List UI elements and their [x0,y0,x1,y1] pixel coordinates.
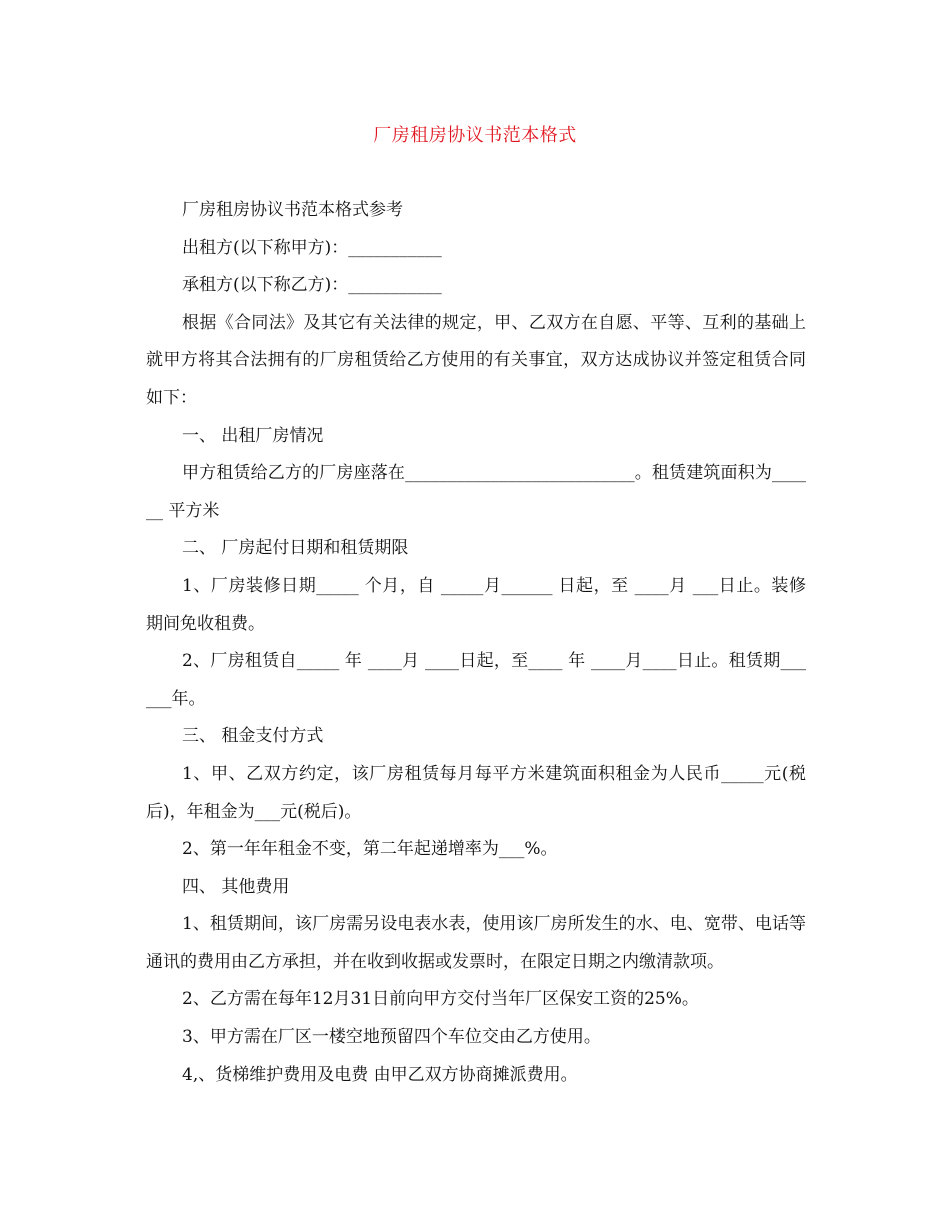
section-4-item-4: 4,、货梯维护费用及电费 由甲乙双方协商摊派费用。 [182,1064,578,1085]
section-4-item-3: 3、甲方需在厂区一楼空地预留四个车位交由乙方使用。 [182,1027,601,1048]
lessor-line: 出租方(以下称甲方)：___________ [182,237,442,258]
section-heading-1: 一、 出租厂房情况 [182,425,324,446]
subtitle-paragraph: 厂房租房协议书范本格式参考 [182,200,403,220]
section-1-paragraph: 甲方租赁给乙方的厂房座落在___________________________。租赁建筑面积为______ 平方米 [146,463,806,521]
section-2-item-1: 1、厂房装修日期_____ 个月，自 _____月______ 日起，至 ____月 ___日止。装修期间免收租费。 [146,575,806,634]
document-body [146,192,806,1094]
section-4-item-1: 1、租赁期间，该厂房需另设电表水表，使用该厂房所发生的水、电、宽带、电话等通讯的费用由乙方承担，并在收到收据或发票时，在限定日期之内缴清款项。 [146,914,806,972]
section-heading-2: 二、 厂房起付日期和租赁期限 [182,538,409,559]
section-4-item-2: 2、乙方需在每年12月31日前向甲方交付当年厂区保安工资的25%。 [182,989,699,1010]
section-3-item-1: 1、甲、乙双方约定，该厂房租赁每月每平方米建筑面积租金为人民币_____元(税后)，年租金为___元(税后)。 [146,763,806,822]
section-3-item-2: 2、第一年年租金不变，第二年起递增率为___%。 [182,839,558,860]
section-2-item-2: 2、厂房租赁自_____ 年 ____月 ____日起，至____ 年 ____月____日止。租赁期______年。 [146,651,806,709]
document-title: 厂房租房协议书范本格式 [373,125,577,146]
section-heading-3: 三、 租金支付方式 [182,726,324,747]
lessee-line: 承租方(以下称乙方)：___________ [182,275,442,296]
preamble-paragraph: 根据《合同法》及其它有关法律的规定，甲、乙双方在自愿、平等、互利的基础上就甲方将其合法拥有的厂房租赁给乙方使用的有关事宜，双方达成协议并签定租赁合同如下： [146,312,806,408]
section-heading-4: 四、 其他费用 [182,876,290,897]
